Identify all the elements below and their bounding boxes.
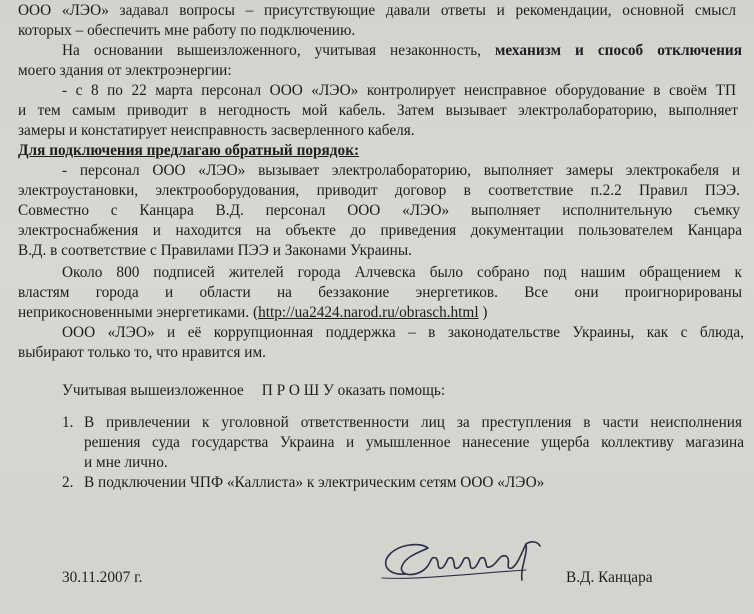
signature-icon [376,534,546,590]
text-line: Около 800 подписей жителей города Алчевска было собрано под нашим обращением к [62,264,742,281]
list-item-line: В подключении ЧПФ «Каллиста» к электрическим сетям ООО «ЛЭО» [84,474,545,491]
text-line: которых – обеспечить мне работу по подключению. [18,22,356,39]
text-line: электроснабжения и находится на объекте до приведения документации пользователем Канцара [18,222,742,239]
document-date: 30.11.2007 г. [62,569,143,586]
request-word: П Р О Ш У оказать помощь: [261,382,446,399]
list-item-line: В привлечении к уголовной ответственности лиц за преступления в части неисполнения [84,414,742,431]
text-line: замеры и констатирует неисправность засверленного кабеля. [18,122,415,139]
text-line: - персонал ООО «ЛЭО» вызывает электролабораторию, выполняет замеры электрокабеля и [62,162,740,179]
text-line: выбирают только то, что нравится им. [18,344,266,361]
list-item-number: 1. [62,414,74,431]
text-run: На основании вышеизложенного, учитывая незаконность, [62,42,496,59]
text-line: Совместно с Канцара В.Д. персонал ООО «ЛЭО» выполняет исполнительную съемку [18,202,740,219]
text-line: властям города и области на беззаконие энергетиков. Все они проигнорированы [18,284,742,301]
section-heading: Для подключения предлагаю обратный порядок: [18,142,360,159]
bold-phrase: механизм и способ отключения [495,42,742,59]
list-item-line: и мне лично. [84,454,168,471]
request-line [62,381,445,401]
text-line: В.Д. в соответствие с Правилами ПЭЭ и Законами Украины. [18,242,412,259]
text-run: неприкосновенными энергетиками. ( [18,304,259,321]
text-line: электроустановки, электрооборудования, приводит договор в соответствие п.2.2 Правил ПЭЭ. [18,182,740,199]
signer-name: В.Д. Канцара [566,569,653,586]
text-line: - с 8 по 22 марта персонал ООО «ЛЭО» контролирует неисправное оборудование в своём ТП [62,82,736,99]
text-run: Учитывая вышеизложенное [62,382,244,399]
text-run: ) [478,304,488,321]
list-item-line: решения суда государства Украина и умышленное нанесение ущерба коллективу магазина [84,434,744,451]
text-line: и тем самым приводит в негодность мой кабель. Затем вызывает электролабораторию, выполняет [18,102,738,119]
text-line: ООО «ЛЭО» и её коррупционная поддержка – в законодательстве Украины, как с блюда, [62,324,744,341]
text-line: ООО «ЛЭО» задавал вопросы – присутствующие давали ответы и рекомендации, основной смысл [18,2,736,19]
text-line [62,41,742,61]
text-line [18,303,488,323]
list-item-number: 2. [62,474,74,491]
obrasch-link[interactable]: http://ua2424.narod.ru/obrasch.html [258,304,479,321]
text-line: моего здания от электроэнергии: [18,62,232,79]
